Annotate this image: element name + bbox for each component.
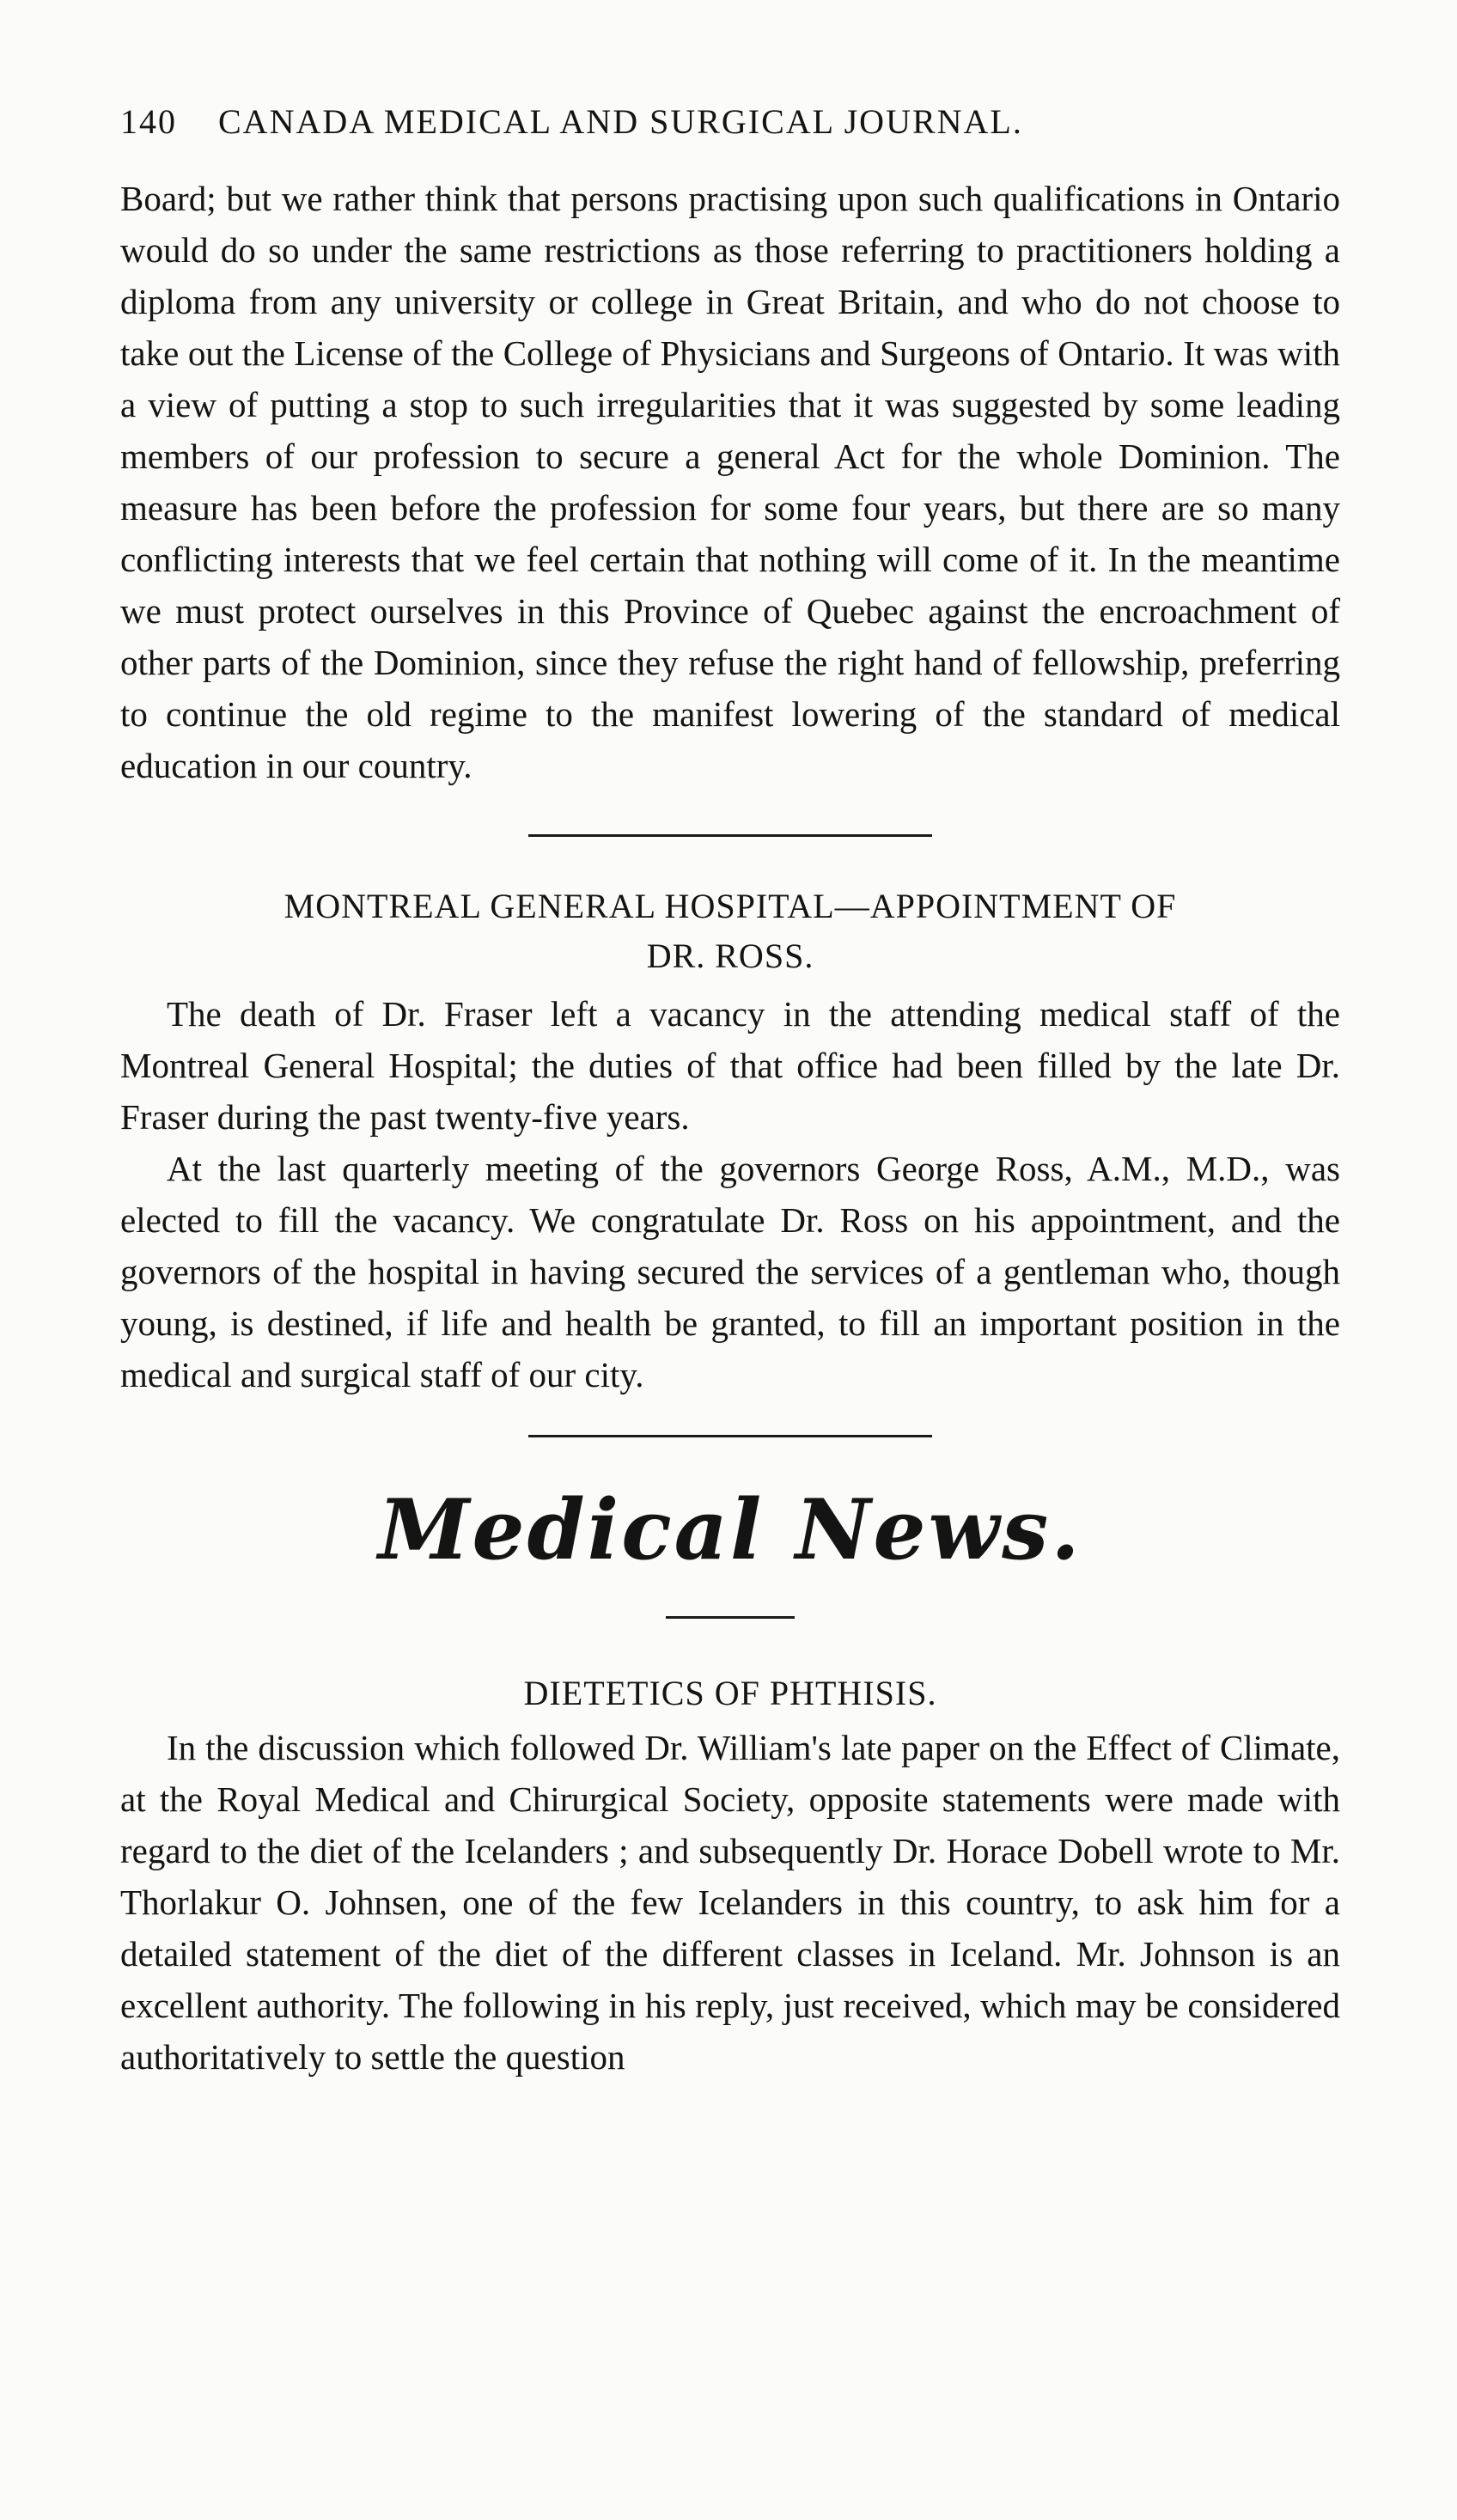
section-divider	[528, 834, 932, 837]
opening-paragraph: Board; but we rather think that persons practising upon such qualifications in Ontario would do so under the same restrictions as those referring to practitioners holding a diploma from any university or college in Great Britain, and who do not choose to take out the License of the College of Physicians and Surgeons of Ontario. It was with a view of putting a stop to such irregularities that it was suggested by some leading members of our profession to secure a general Act for the whole Dominion. The measure has been before the profession for some four years, but there are so many conflicting interests that we feel certain that nothing will come of it. In the meantime we must protect ourselves in this Province of Quebec against the encroachment of other parts of the Dominion, since they refuse the right hand of fellowship, preferring to continue the old regime to the manifest lowering of the standard of medical education in our country.	[120, 179, 1340, 785]
medical-news-title: Medical News.	[378, 1481, 1082, 1578]
dietetics-heading: DIETETICS OF PHTHISIS.	[523, 1674, 937, 1712]
hospital-heading-line-2: DR. ROSS.	[646, 937, 814, 975]
short-divider	[666, 1616, 795, 1619]
section-divider	[528, 1435, 932, 1437]
hospital-heading-line-1: MONTREAL GENERAL HOSPITAL—APPOINTMENT OF	[283, 887, 1177, 925]
hospital-paragraph-2: At the last quarterly meeting of the governors George Ross, A.M., M.D., was elected to fill the vacancy. We congratulate Dr. Ross on his appointment, and the governors of the hospital in having secured the services of a gentleman who, though young, is destined, if life and health be granted, to fill an important position in the medical and surgical staff of our city.	[120, 1149, 1340, 1394]
hospital-section-heading	[120, 882, 1340, 981]
running-head	[120, 101, 1340, 142]
dietetics-paragraph: In the discussion which followed Dr. William's late paper on the Effect of Climate, at the Royal Medical and Chirurgical Society, opposite statements were made with regard to the diet of the Icelanders ; and subsequently Dr. Horace Dobell wrote to Mr. Thorlakur O. Johnsen, one of the few Icelanders in this country, to ask him for a detailed statement of the diet of the different classes in Iceland. Mr. Johnson is an excellent authority. The following in his reply, just received, which may be considered authoritatively to settle the question	[120, 1728, 1340, 2077]
hospital-paragraph-1: The death of Dr. Fraser left a vacancy in the attending medical staff of the Montreal General Hospital; the duties of that office had been filled by the late Dr. Fraser during the past twenty-five years.	[120, 994, 1340, 1137]
journal-page	[120, 101, 1340, 2083]
page-number: 140	[120, 102, 177, 141]
journal-title: CANADA MEDICAL AND SURGICAL JOURNAL.	[218, 102, 1023, 141]
